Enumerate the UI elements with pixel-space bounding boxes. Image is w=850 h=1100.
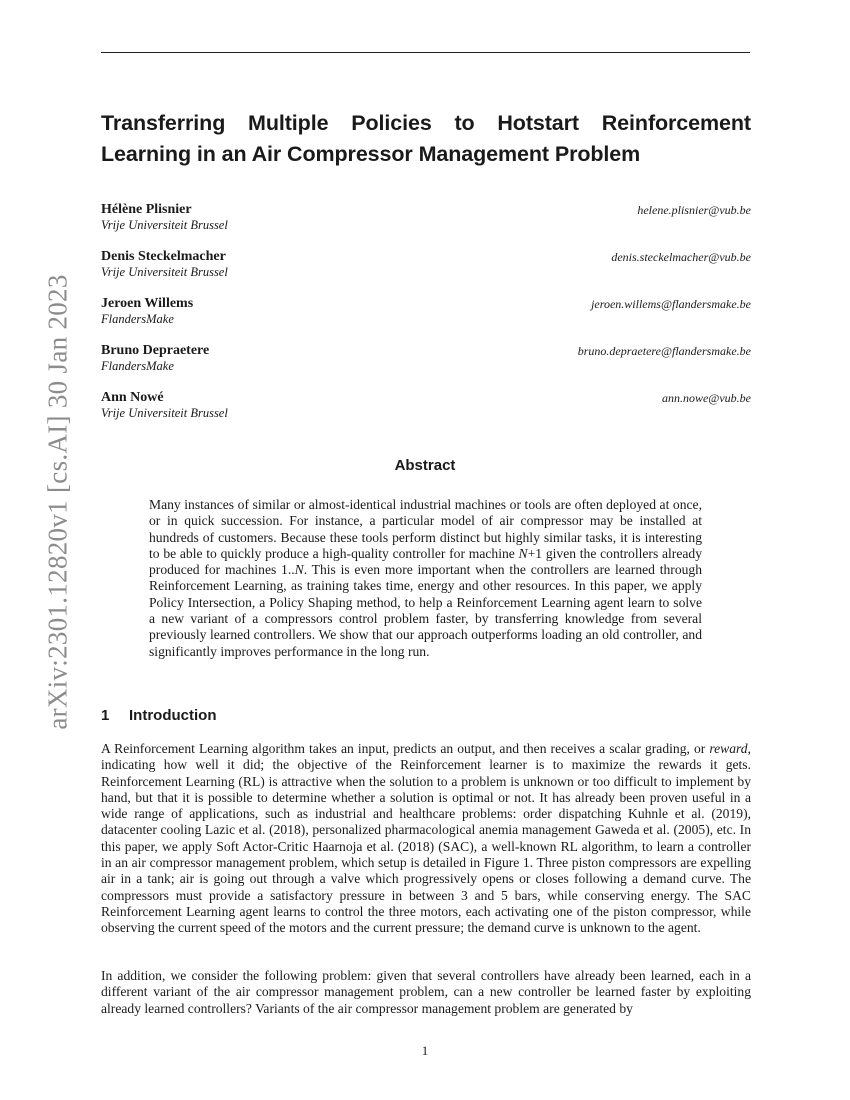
section-heading bbox=[101, 707, 216, 724]
header-rule bbox=[101, 52, 750, 53]
page-number: 1 bbox=[421, 1043, 429, 1058]
body-paragraph bbox=[101, 741, 751, 937]
author-email[interactable]: bruno.depraetere@flandersmake.be bbox=[577, 344, 751, 358]
paragraph-text: A Reinforcement Learning algorithm takes an input, predicts an output, and then receives a scalar grading, or bbox=[101, 741, 710, 756]
author-name: Bruno Depraetere bbox=[101, 343, 210, 358]
abstract-text: given the controllers already produced for machines 1.. bbox=[149, 545, 702, 578]
arxiv-identifier[interactable]: arXiv:2301.12820v1 [cs.AI] 30 Jan 2023 bbox=[42, 274, 73, 730]
abstract-body bbox=[149, 497, 702, 660]
author-email[interactable]: ann.nowe@vub.be bbox=[661, 391, 751, 405]
math-variable: N bbox=[294, 562, 304, 578]
author-affiliation: Vrije Universiteit Brussel bbox=[101, 265, 228, 279]
author-name: Ann Nowé bbox=[101, 390, 164, 405]
author-block bbox=[101, 390, 751, 424]
author-affiliation: FlandersMake bbox=[101, 312, 174, 326]
author-email[interactable]: denis.steckelmacher@vub.be bbox=[611, 250, 751, 264]
paragraph-text: , indicating how well it did; the objective of the Reinforcement learner is to maximize the rewards it gets. Reinforcement Learning (RL) is attractive when the solution to a problem is unknown or too difficult to implement by hand, but that it is possible to determine whether a solution is optimal or not. It has already been proven useful in a wide range of applications, such as industrial and healthcare problems: order dispatching Kuhnle et al. (2019), datacenter cooling Lazic et al. (2018), personalized pharmacological anemia management Gaweda et al. (2005), etc. In this paper, we apply Soft Actor-Critic Haarnoja et al. (2018) (SAC), a well-known RL algorithm, to learn a controller in an air compressor management problem, which setup is detailed in Figure 1. Three piston compressors are expelling air in a tank; air is going out through a valve which progressively opens or closes following a demand curve. The compressors must provide a satisfactory pressure in between 3 and 5 bars, while conserving energy. The SAC Reinforcement Learning agent learns to control the three motors, each activating one of the piston compressor, while observing the current speed of the motors and the current pressure; the demand curve is unknown to the agent. bbox=[101, 741, 751, 936]
section-number: 1 bbox=[101, 707, 110, 724]
author-affiliation: FlandersMake bbox=[101, 359, 174, 373]
section-title: Introduction bbox=[129, 707, 217, 724]
emphasis-term: reward bbox=[709, 741, 748, 756]
author-block bbox=[101, 296, 751, 330]
abstract-text: Many instances of similar or almost-identical industrial machines or tools are often deployed at once, or in quick succession. For instance, a particular model of air compressor may be installed at hundreds of customers. Because these tools perform distinct but highly similar tasks, it is interesting to be able to quickly produce a high-quality controller for machine bbox=[149, 497, 702, 561]
author-email[interactable]: helene.plisnier@vub.be bbox=[637, 203, 751, 217]
body-paragraph: In addition, we consider the following problem: given that several controllers have already been learned, each in a different variant of the air compressor management problem, can a new controller be learned faster by exploiting already learned controllers? Variants of the air compressor management problem are generated by bbox=[101, 968, 751, 1016]
author-name: Denis Steckelmacher bbox=[101, 249, 226, 264]
abstract-text: +1 bbox=[527, 545, 543, 561]
author-block bbox=[101, 202, 751, 236]
author-block bbox=[101, 343, 751, 377]
abstract-text: . This is even more important when the controllers are learned through Reinforcement Learning, as training takes time, energy and other resources. In this paper, we apply Policy Intersection, a Policy Shaping method, to help a Reinforcement Learning agent learn to solve a new variant of a compressors control problem faster, by transferring knowledge from several previously learned controllers. We show that our approach outperforms loading an old controller, and significantly improves performance in the long run. bbox=[149, 562, 703, 659]
author-name: Jeroen Willems bbox=[101, 296, 194, 311]
paper-title: Transferring Multiple Policies to Hotstart Reinforcement Learning in an Air Compressor Management Problem bbox=[101, 111, 751, 166]
author-email[interactable]: jeroen.willems@flandersmake.be bbox=[591, 297, 751, 311]
math-variable: N bbox=[518, 545, 528, 561]
author-affiliation: Vrije Universiteit Brussel bbox=[101, 218, 228, 232]
abstract-heading: Abstract bbox=[394, 457, 456, 474]
author-affiliation: Vrije Universiteit Brussel bbox=[101, 406, 228, 420]
author-name: Hélène Plisnier bbox=[101, 202, 192, 217]
author-block bbox=[101, 249, 751, 283]
